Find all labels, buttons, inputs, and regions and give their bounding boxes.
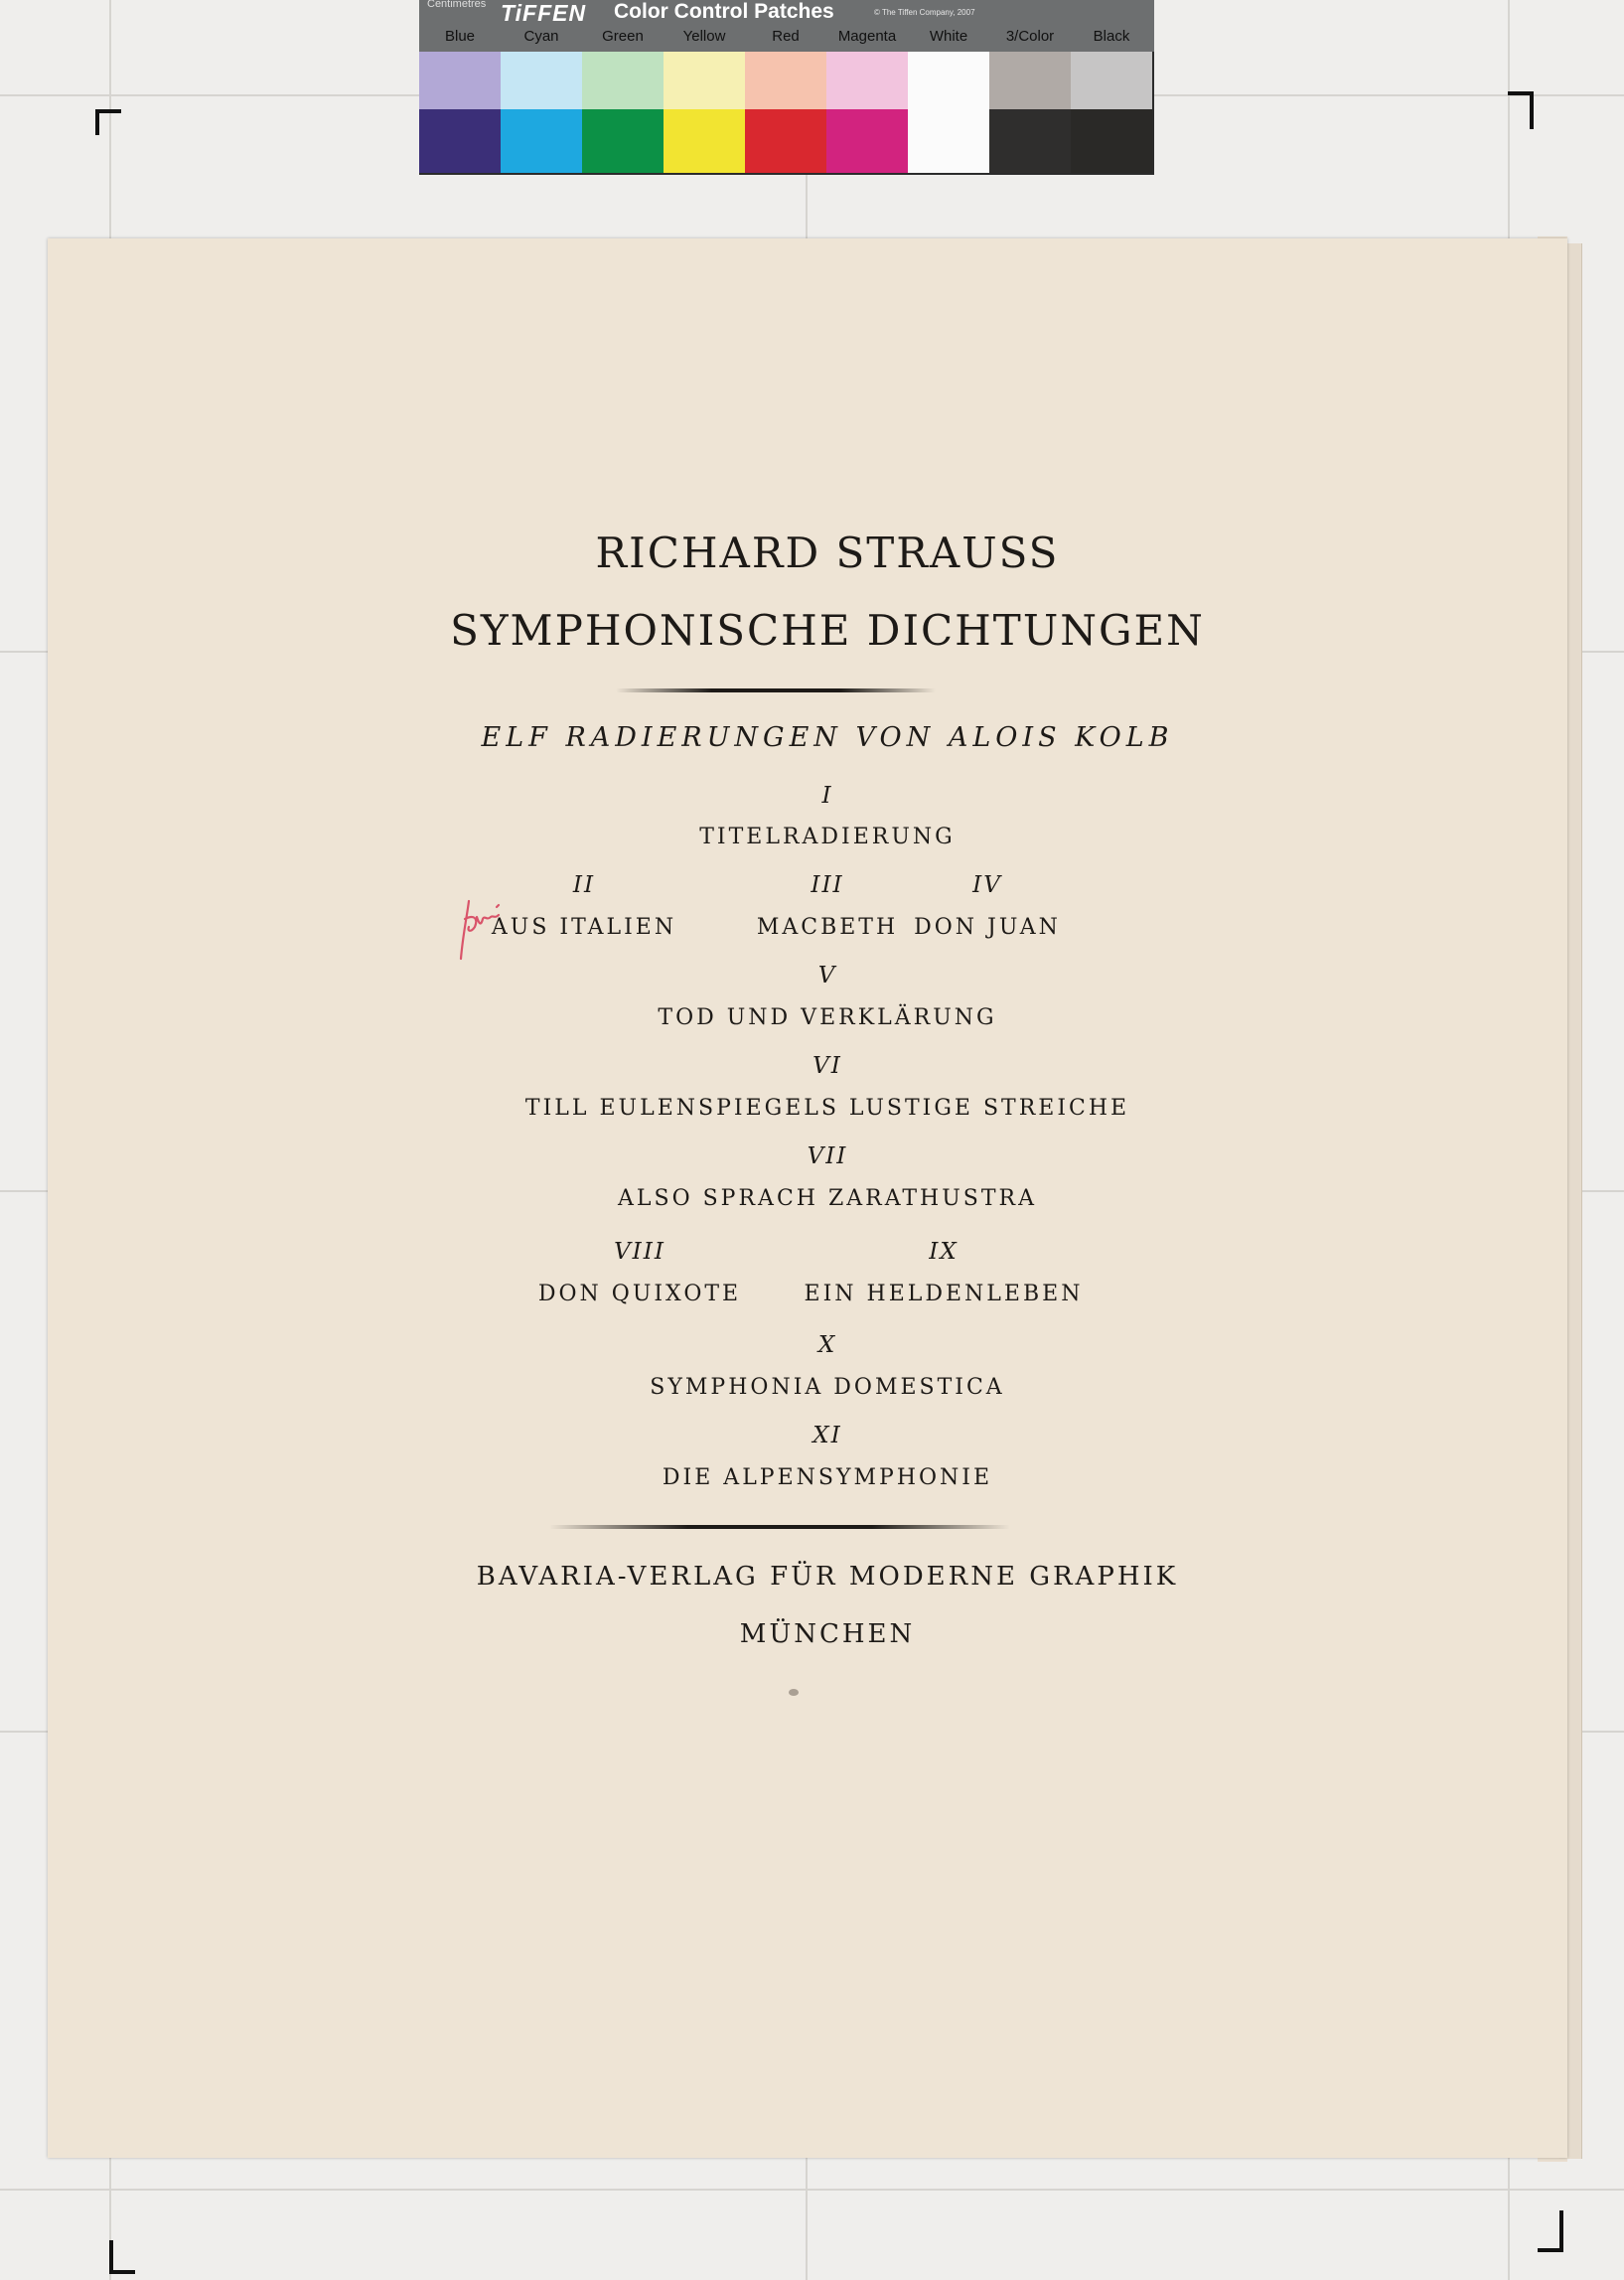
title-line-1: RICHARD STRAUSS — [595, 529, 1060, 577]
patch-light-3color — [989, 52, 1071, 109]
color-checker — [419, 0, 1154, 175]
patch-light-yellow — [664, 52, 745, 109]
patch-light-red — [745, 52, 826, 109]
brand-logo: TiFFEN — [501, 0, 587, 26]
work-4-title: DON JUAN — [914, 915, 1061, 940]
copyright: © The Tiffen Company, 2007 — [874, 8, 975, 17]
work-7-title: ALSO SPRACH ZARATHUSTRA — [618, 1186, 1037, 1211]
crop-mark-top-left — [95, 109, 121, 135]
numeral-3: III — [811, 872, 844, 898]
work-1-title: TITELRADIERUNG — [699, 825, 956, 849]
numeral-10: X — [817, 1332, 837, 1358]
crop-mark-bottom-left — [109, 2240, 135, 2274]
title-line-2: SYMPHONISCHE DICHTUNGEN — [450, 606, 1205, 655]
numeral-5: V — [817, 963, 837, 988]
city: MÜNCHEN — [739, 1619, 916, 1649]
work-5-title: TOD UND VERKLÄRUNG — [658, 1005, 997, 1030]
numeral-2: II — [572, 872, 596, 898]
work-9-title: EIN HELDENLEBEN — [804, 1282, 1084, 1306]
work-11-title: DIE ALPENSYMPHONIE — [662, 1465, 993, 1490]
patch-dark-white — [908, 109, 989, 173]
patch-dark-yellow — [664, 109, 745, 173]
units-label: Centimetres — [427, 0, 487, 10]
patch-label-red: Red — [772, 28, 800, 45]
work-2-title: AUS ITALIEN — [491, 915, 677, 940]
crop-mark-bottom-right — [1538, 2210, 1563, 2252]
numeral-11: XI — [812, 1423, 842, 1448]
patch-label-green: Green — [602, 28, 644, 45]
subtitle: ELF RADIERUNGEN VON ALOIS KOLB — [481, 722, 1174, 753]
patch-light-black — [1071, 52, 1152, 109]
patch-label-blue: Blue — [444, 28, 476, 45]
patch-dark-blue — [419, 109, 501, 173]
patch-dark-red — [745, 109, 826, 173]
numeral-1: I — [821, 783, 833, 809]
patch-light-white — [908, 52, 989, 109]
patch-label-white: White — [929, 28, 968, 45]
publisher: BAVARIA-VERLAG FÜR MODERNE GRAPHIK — [476, 1562, 1179, 1592]
ornamental-rule-top — [616, 688, 936, 692]
work-10-title: SYMPHONIA DOMESTICA — [650, 1375, 1005, 1400]
numeral-9: IX — [929, 1239, 959, 1265]
patch-light-blue — [419, 52, 501, 109]
crop-mark-top-right — [1508, 91, 1534, 129]
work-8-title: DON QUIXOTE — [537, 1282, 742, 1306]
work-3-title: MACBETH — [756, 915, 899, 940]
ornamental-rule-bottom — [549, 1525, 1010, 1529]
patch-light-magenta — [826, 52, 908, 109]
patch-label-yellow: Yellow — [682, 28, 726, 45]
numeral-4: IV — [972, 872, 1002, 898]
grid-line — [0, 2189, 1624, 2191]
color-checker-header — [419, 0, 1154, 52]
pencil-annotation — [457, 897, 505, 963]
patch-dark-3color — [989, 109, 1071, 173]
numeral-8: VIII — [614, 1239, 665, 1265]
patch-dark-black — [1071, 109, 1152, 173]
ink-smudge — [789, 1689, 799, 1696]
patch-dark-green — [582, 109, 664, 173]
patch-label-magenta: Magenta — [837, 28, 897, 45]
numeral-6: VI — [812, 1053, 842, 1079]
numeral-7: VII — [807, 1143, 848, 1169]
work-6-title: TILL EULENSPIEGELS LUSTIGE STREICHE — [524, 1096, 1130, 1121]
patch-light-cyan — [501, 52, 582, 109]
patch-dark-magenta — [826, 109, 908, 173]
patch-label-3color: 3/Color — [1005, 28, 1055, 45]
patch-dark-cyan — [501, 109, 582, 173]
checker-title: Color Control Patches — [614, 0, 834, 23]
patch-light-green — [582, 52, 664, 109]
title-page — [48, 238, 1567, 2158]
patch-label-cyan: Cyan — [523, 28, 559, 45]
patch-label-black: Black — [1093, 28, 1130, 45]
